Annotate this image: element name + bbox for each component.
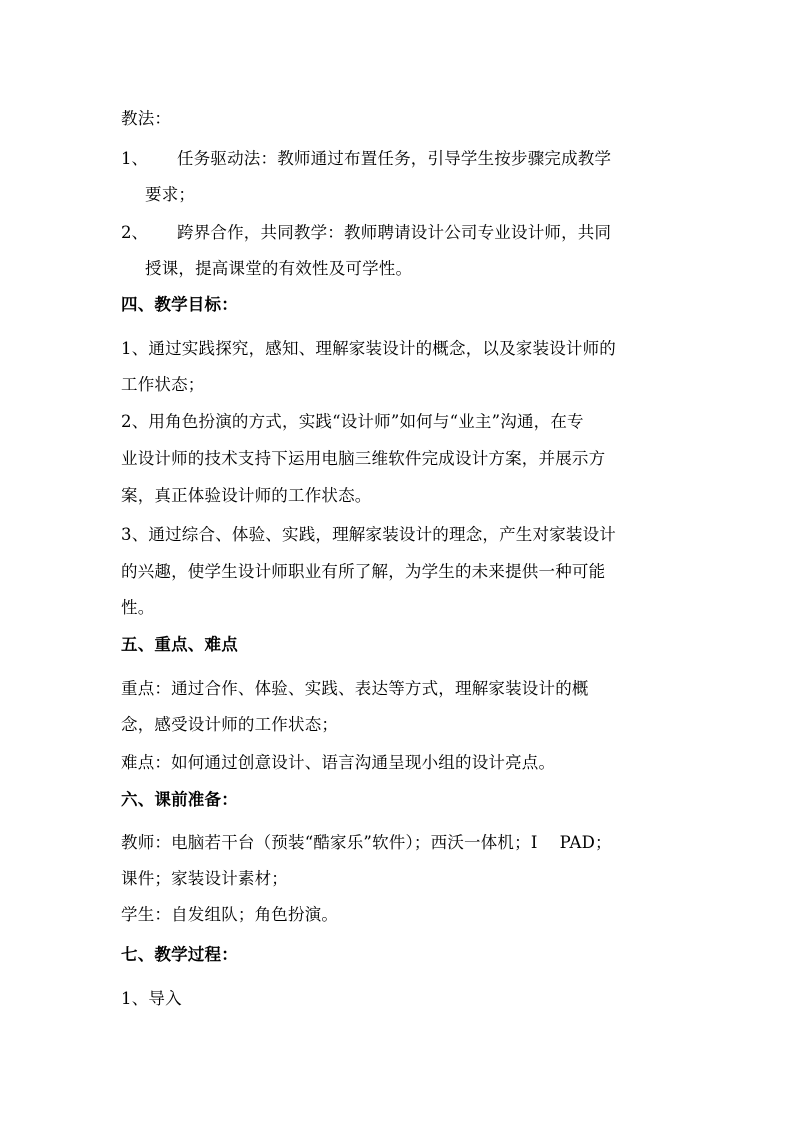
objectives-line: 业设计师的技术支持下运用电脑三维软件完成设计方案，并展示方 [121,449,606,468]
process-heading: 七、教学过程： [121,945,238,964]
objectives-heading: 四、教学目标： [121,295,238,314]
method-item-number: 1、 [121,149,148,168]
method-item-text: 跨界合作，共同教学：教师聘请设计公司专业设计师，共同 [177,223,612,242]
preparation-line: 教师：电脑若干台（预装“酷家乐”软件）；西沃一体机；I PAD； [121,833,612,852]
objectives-line: 3、通过综合、体验、实践，理解家装设计的理念，产生对家装设计 [121,525,616,544]
teaching-methods-heading: 教法： [121,109,172,128]
objectives-line: 工作状态； [121,375,205,394]
method-item-number: 2、 [121,223,148,242]
key-points-line: 重点：通过合作、体验、实践、表达等方式，理解家装设计的概 [121,679,589,698]
key-points-line: 难点：如何通过创意设计、语言沟通呈现小组的设计亮点。 [121,753,556,772]
objectives-line: 的兴趣，使学生设计师职业有所了解，为学生的未来提供一种可能 [121,562,606,581]
method-item-text: 任务驱动法：教师通过布置任务，引导学生按步骤完成教学 [177,149,612,168]
preparation-line: 课件；家装设计素材； [121,869,288,888]
key-points-heading: 五、重点、难点 [121,635,238,654]
objectives-line: 案，真正体验设计师的工作状态。 [121,486,372,505]
objectives-line: 1、通过实践探究，感知、理解家装设计的概念，以及家装设计师的 [121,339,616,358]
method-item-text-continued: 授课，提高课堂的有效性及可学性。 [145,259,413,278]
preparation-line: 学生：自发组队；角色扮演。 [121,905,339,924]
objectives-line: 2、用角色扮演的方式，实践“设计师”如何与“业主”沟通，在专 [121,412,584,431]
preparation-heading: 六、课前准备： [121,790,238,809]
method-item-text-continued: 要求； [145,185,196,204]
objectives-line: 性。 [121,598,155,617]
process-line: 1、导入 [121,989,182,1008]
key-points-line: 念，感受设计师的工作状态； [121,715,339,734]
